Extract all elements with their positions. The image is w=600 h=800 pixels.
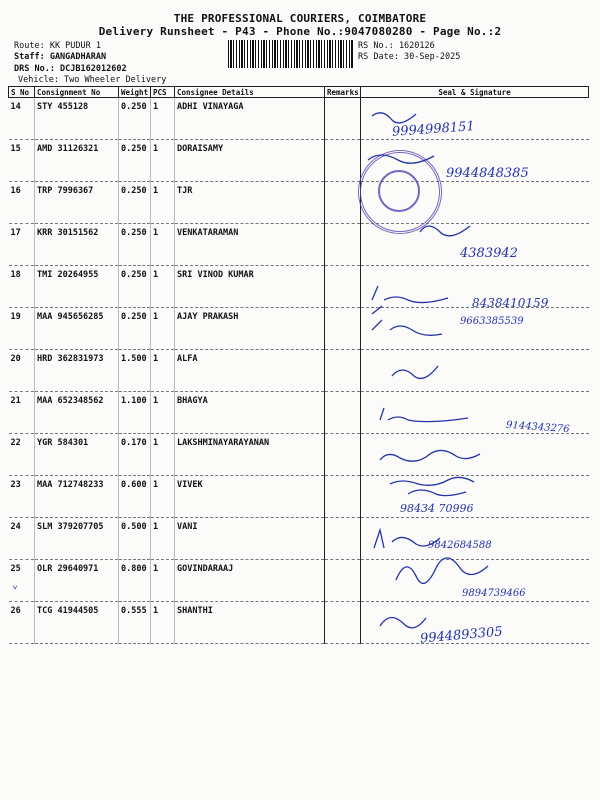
consignment-cell: TCG 41944505 [35,602,119,644]
pcs-cell: 1 [151,140,175,182]
weight-cell: 0.250 [119,98,151,140]
weight-cell: 0.500 [119,518,151,560]
weight-cell: 0.250 [119,182,151,224]
header-remarks: Remarks [325,87,361,98]
consignee-cell: TJR [175,182,325,224]
table-row [9,476,589,518]
weight-cell: 0.250 [119,308,151,350]
signature-cell [361,434,589,476]
handwritten-phone: 9663385539 [460,316,524,327]
consignment-cell: HRD 362831973 [35,350,119,392]
consignee-cell: BHAGYA [175,392,325,434]
pcs-cell: 1 [151,476,175,518]
pen-mark: ⌄ [12,580,19,591]
table-row [9,434,589,476]
consignment-cell: YGR 584301 [35,434,119,476]
rs-number: RS No.: 1620126 [358,41,435,51]
handwritten-phone: 9944848385 [446,166,529,181]
sno-cell: 24 [9,518,35,560]
staff-text: Staff: GANGADHARAN [14,52,107,62]
consignment-cell: MAA 652348562 [35,392,119,434]
weight-cell: 0.250 [119,224,151,266]
consignee-cell: DORAISAMY [175,140,325,182]
consignee-cell: SHANTHI [175,602,325,644]
sno-cell: 18 [9,266,35,308]
remarks-cell [325,560,361,602]
sno-cell: 15 [9,140,35,182]
remarks-cell [325,434,361,476]
header-sno: S No [9,87,35,98]
consignee-cell: VIVEK [175,476,325,518]
consignee-cell: VENKATARAMAN [175,224,325,266]
sno-cell: 25 [9,560,35,602]
consignee-cell: ALFA [175,350,325,392]
table-row [9,182,589,224]
weight-cell: 0.250 [119,266,151,308]
weight-cell: 1.100 [119,392,151,434]
remarks-cell [325,98,361,140]
pcs-cell: 1 [151,560,175,602]
handwritten-phone: 9994998151 [391,119,476,140]
weight-cell: 0.600 [119,476,151,518]
consignee-cell: ADHI VINAYAGA [175,98,325,140]
consignment-cell: AMD 31126321 [35,140,119,182]
pcs-cell: 1 [151,266,175,308]
consignment-cell: SLM 379207705 [35,518,119,560]
sno-cell: 19 [9,308,35,350]
sno-cell: 17 [9,224,35,266]
header-consignee: Consignee Details [175,87,325,98]
remarks-cell [325,350,361,392]
rs-date: RS Date: 30-Sep-2025 [358,52,461,62]
route-text: Route: KK PUDUR 1 [14,41,101,51]
remarks-cell [325,182,361,224]
pcs-cell: 1 [151,350,175,392]
table-row [9,308,589,350]
consignee-cell: LAKSHMINAYARAYANAN [175,434,325,476]
header-pcs: PCS [151,87,175,98]
sno-cell: 14 [9,98,35,140]
sno-cell: 23 [9,476,35,518]
company-title: THE PROFESSIONAL COURIERS, COIMBATORE [173,12,427,25]
signature-cell [361,476,589,518]
consignment-cell: MAA 712748233 [35,476,119,518]
consignment-cell: TRP 7996367 [35,182,119,224]
handwritten-phone: 9944893305 [419,624,504,647]
sno-cell: 22 [9,434,35,476]
pcs-cell: 1 [151,98,175,140]
remarks-cell [325,266,361,308]
runsheet-subtitle: Delivery Runsheet - P43 - Phone No.:9047080280 - Page No.:2 [98,25,502,38]
pcs-cell: 1 [151,182,175,224]
signature-cell [361,308,589,350]
handwritten-phone: 8438410159 [472,296,549,310]
header-consignment: Consignment No [35,87,119,98]
pcs-cell: 1 [151,518,175,560]
table-row [9,98,589,140]
remarks-cell [325,602,361,644]
header-signature: Seal & Signature [361,87,589,98]
table-header-row [9,87,589,98]
weight-cell: 0.555 [119,602,151,644]
remarks-cell [325,518,361,560]
remarks-cell [325,392,361,434]
sno-cell: 26 [9,602,35,644]
sno-cell: 20 [9,350,35,392]
pcs-cell: 1 [151,308,175,350]
handwritten-phone: 9842684588 [428,540,492,551]
weight-cell: 1.500 [119,350,151,392]
consignee-cell: AJAY PRAKASH [175,308,325,350]
weight-cell: 0.170 [119,434,151,476]
consignment-cell: OLR 29640971 [35,560,119,602]
consignment-cell: TMI 20264955 [35,266,119,308]
signature-cell [361,518,589,560]
pcs-cell: 1 [151,434,175,476]
consignee-cell: VANI [175,518,325,560]
barcode [228,40,354,68]
remarks-cell [325,308,361,350]
table-row [9,350,589,392]
drs-text: DRS No.: DCJB162012602 [14,64,127,74]
handwritten-phone: 4383942 [460,246,518,261]
sno-cell: 21 [9,392,35,434]
table-row [9,392,589,434]
seal-stamp-inner [378,170,420,212]
pcs-cell: 1 [151,392,175,434]
consignment-cell: STY 455128 [35,98,119,140]
weight-cell: 0.800 [119,560,151,602]
handwritten-phone: 9894739466 [462,588,526,599]
handwritten-phone: 9144343276 [505,419,570,436]
consignment-cell: MAA 945656285 [35,308,119,350]
pcs-cell: 1 [151,602,175,644]
consignee-cell: GOVINDARAAJ [175,560,325,602]
signature-cell [361,350,589,392]
remarks-cell [325,224,361,266]
sno-cell: 16 [9,182,35,224]
header-weight: Weight [119,87,151,98]
table-row [9,518,589,560]
remarks-cell [325,140,361,182]
weight-cell: 0.250 [119,140,151,182]
pcs-cell: 1 [151,224,175,266]
vehicle-text: Vehicle: Two Wheeler Delivery [18,75,167,85]
remarks-cell [325,476,361,518]
consignment-cell: KRR 30151562 [35,224,119,266]
handwritten-phone: 98434 70996 [400,502,474,515]
consignee-cell: SRI VINOD KUMAR [175,266,325,308]
